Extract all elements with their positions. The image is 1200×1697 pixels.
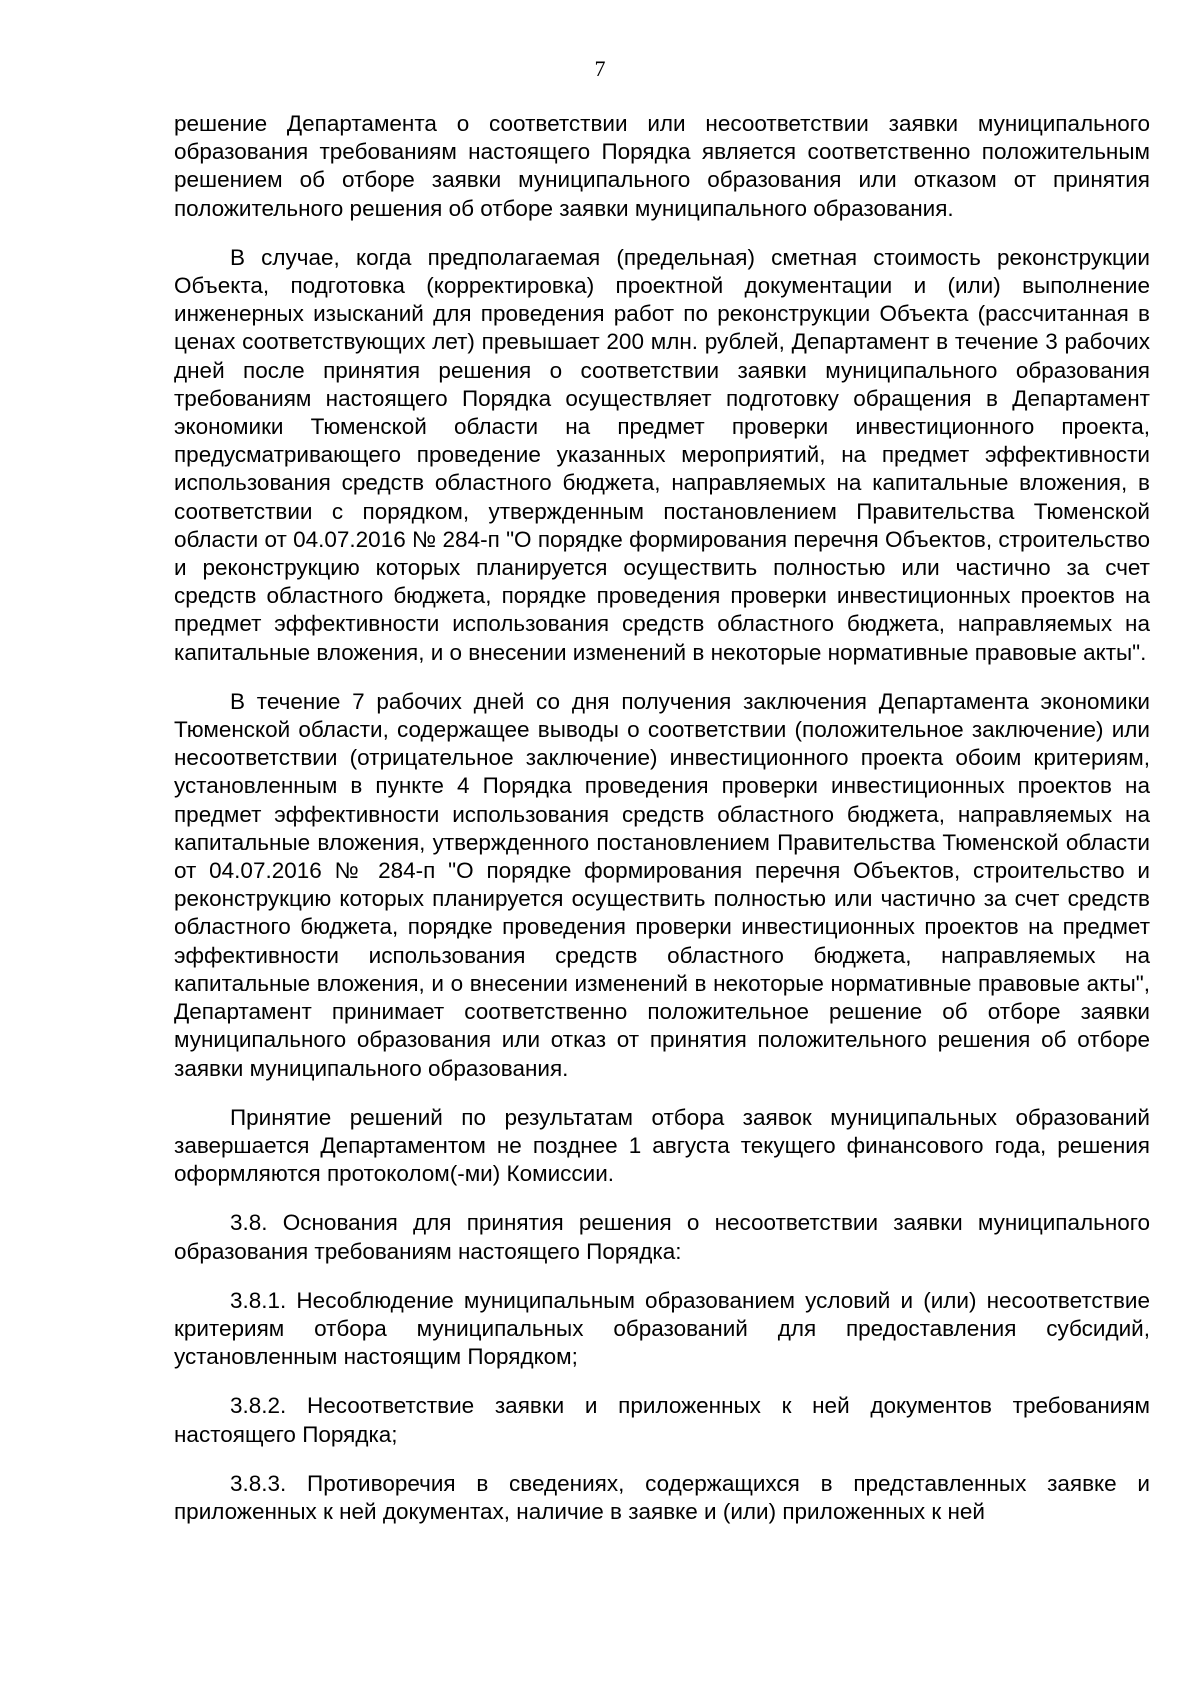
paragraph-within-7-days: В течение 7 рабочих дней со дня получения заключения Департамента экономики Тюменской области, содержащее выводы о соответствии (положительное заключение) или несоответствии (отрицательное заключение) инвестиционного проекта обоим критериям, установленным в пункте 4 Порядка проведения проверки инвестиционных проектов на предмет эффективности использования средств областного бюджета, направляемых на капитальные вложения, утвержденного постановлением Правительства Тюменской области от 04.07.2016 № 284-п "О порядке формирования перечня Объектов, строительство и реконструкцию которых планируется осуществить полностью или частично за счет средств областного бюджета, порядке проведения проверки инвестиционных проектов на предмет эффективности использования средств областного бюджета, направляемых на капитальные вложения, и о внесении изменений в некоторые нормативные правовые акты", Департамент принимает соответственно положительное решение об отборе заявки муниципального образования или отказ от принятия положительного решения об отборе заявки муниципального образования. <box>174 688 1150 1081</box>
paragraph-cost-exceeds-200m: В случае, когда предполагаемая (предельная) сметная стоимость реконструкции Объекта, подготовка (корректировка) проектной документации и (или) выполнение инженерных изысканий для проведения работ по реконструкции Объекта (рассчитанная в ценах соответствующих лет) превышает 200 млн. рублей, Департамент в течение 3 рабочих дней после принятия решения о соответствии заявки муниципального образования требованиям настоящего Порядка осуществляет подготовку обращения в Департамент экономики Тюменской области на предмет проверки инвестиционного проекта, предусматривающего проведение указанных мероприятий, на предмет эффективности использования средств областного бюджета, направляемых на капитальные вложения, в соответствии с порядком, утвержденным постановлением Правительства Тюменской области от 04.07.2016 № 284-п "О порядке формирования перечня Объектов, строительство и реконструкцию которых планируется осуществить полностью или частично за счет средств областного бюджета, порядке проведения проверки инвестиционных проектов на предмет эффективности использования средств областного бюджета, направляемых на капитальные вложения, и о внесении изменений в некоторые нормативные правовые акты". <box>174 244 1150 665</box>
paragraph-decision-deadline: Принятие решений по результатам отбора заявок муниципальных образований завершается Департаментом не позднее 1 августа текущего финансового года, решения оформляются протоколом(-ми) Комиссии. <box>174 1104 1150 1187</box>
paragraph-section-3-8-3: 3.8.3. Противоречия в сведениях, содержащихся в представленных заявке и приложенных к ней документах, наличие в заявке и (или) приложенных к ней <box>174 1470 1150 1524</box>
paragraph-decision-continuation: решение Департамента о соответствии или несоответствии заявки муниципального образования требованиям настоящего Порядка является соответственно положительным решением об отборе заявки муниципального образования или отказом от принятия положительного решения об отборе заявки муниципального образования. <box>174 111 1150 221</box>
page-number: 7 <box>594 56 606 81</box>
document-body <box>174 110 1150 1526</box>
paragraph-section-3-8-2: 3.8.2. Несоответствие заявки и приложенных к ней документов требованиям настоящего Порядка; <box>174 1393 1150 1447</box>
paragraph-section-3-8: 3.8. Основания для принятия решения о несоответствии заявки муниципального образования требованиям настоящего Порядка: <box>174 1210 1150 1264</box>
paragraph-section-3-8-1: 3.8.1. Несоблюдение муниципальным образованием условий и (или) несоответствие критериям отбора муниципальных образований для предоставления субсидий, установленным настоящим Порядком; <box>174 1287 1150 1370</box>
